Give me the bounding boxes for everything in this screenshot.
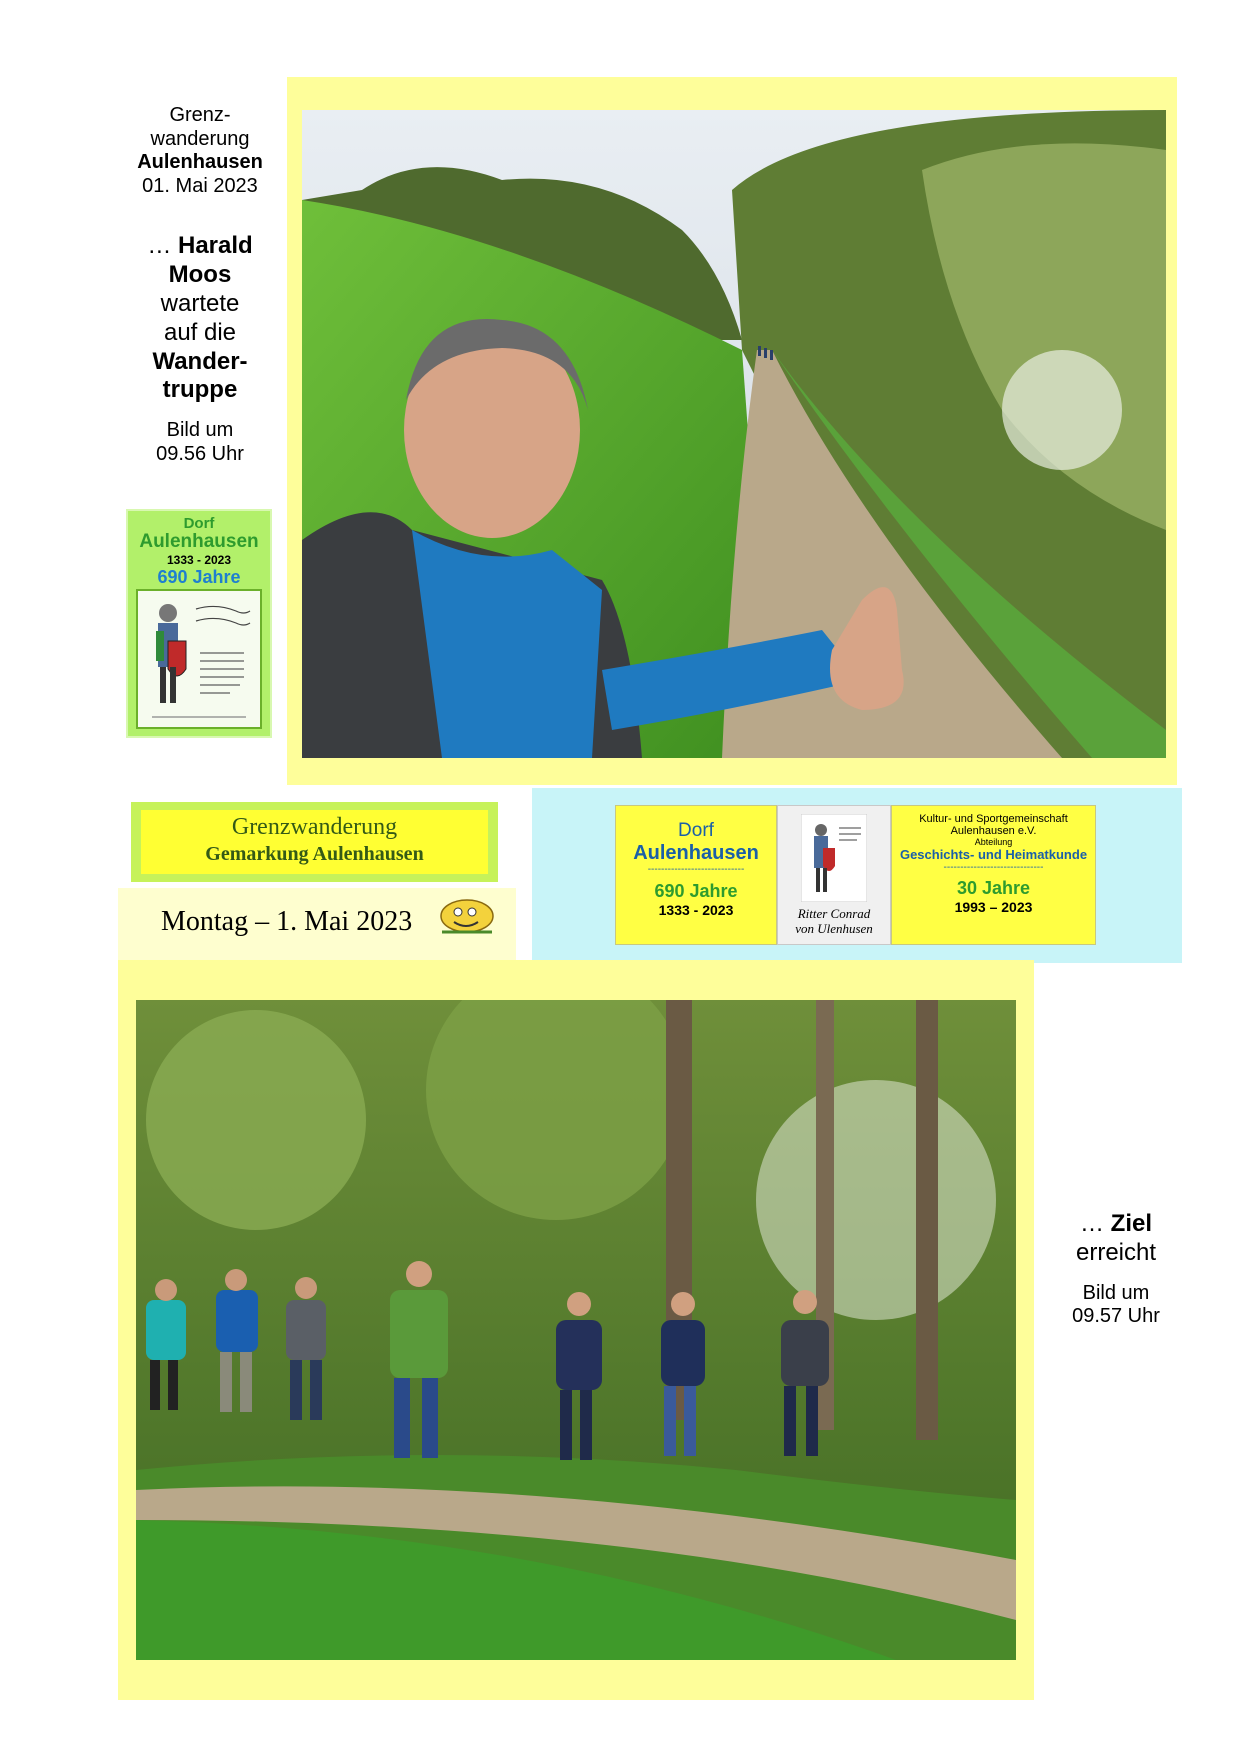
caption-bottom (1046, 1210, 1186, 1329)
logo3-line4: Geschichts- und Heimatkunde (899, 847, 1088, 862)
caption-name-line (118, 232, 282, 261)
caption-ellipsis: … (1079, 1210, 1111, 1237)
hikers-photo-illustration (136, 1000, 1016, 1660)
caption-line: wartete (160, 289, 240, 317)
caption-time-label: Bild um (1082, 1281, 1150, 1304)
badge-name: Aulenhausen (139, 531, 259, 552)
knight-icon (138, 591, 260, 727)
caption-goal: Ziel (1110, 1210, 1152, 1237)
caption-line: Aulenhausen (137, 151, 263, 174)
caption-line: truppe (162, 376, 238, 404)
logo-ritter-conrad (777, 805, 891, 945)
banner-subtitle: Gemarkung Aulenhausen (205, 843, 424, 865)
logo2-line1: Ritter Conrad (797, 906, 871, 921)
logo3-line3: Abteilung (974, 837, 1013, 847)
hiking-boot-icon (436, 892, 498, 936)
logo-dorf-aulenhausen (615, 805, 777, 945)
selfie-photo-illustration (302, 110, 1166, 758)
caption-time: 09.57 Uhr (1072, 1305, 1160, 1328)
caption-time-label: Bild um (166, 419, 234, 442)
caption-line: auf die (163, 318, 237, 346)
caption-goal-line (1046, 1210, 1186, 1239)
logo1-years: 1333 - 2023 (658, 902, 734, 918)
anniversary-badge (126, 509, 272, 738)
banner-title: Grenzwanderung (231, 814, 398, 840)
bottom-photo-hikers (136, 1000, 1016, 1660)
caption-line: Grenz- (169, 104, 231, 126)
title-banner (131, 802, 498, 882)
logo3-line2: Aulenhausen e.V. (950, 825, 1037, 837)
badge-knight-illustration (136, 589, 262, 729)
logo3-dashes: ------------------------------ (943, 862, 1044, 873)
caption-name-last: Moos (168, 261, 232, 289)
banner-date: Montag – 1. Mai 2023 (161, 906, 413, 937)
badge-years: 1333 - 2023 (166, 553, 232, 567)
badge-jahre: 690 Jahre (157, 567, 241, 587)
caption-line: erreicht (1075, 1238, 1157, 1266)
knight-icon (801, 814, 867, 902)
caption-line: 01. Mai 2023 (142, 174, 258, 197)
caption-name-first: Harald (177, 232, 253, 260)
logo3-line1: Kultur- und Sportgemeinschaft (919, 813, 1068, 825)
caption-top (118, 104, 282, 466)
caption-time: 09.56 Uhr (156, 442, 244, 465)
badge-dorf: Dorf (183, 515, 215, 532)
logo1-dashes: ----------------------------- (647, 865, 745, 875)
caption-line: wanderung (150, 127, 250, 150)
date-band (118, 888, 516, 960)
logo1-jahre: 690 Jahre (654, 881, 738, 901)
logos-band (532, 788, 1182, 963)
caption-line: Wander- (152, 347, 248, 375)
logo3-years: 1993 – 2023 (954, 899, 1033, 915)
logo1-name: Aulenhausen (633, 842, 759, 864)
caption-ellipsis: … (147, 232, 178, 260)
logo1-dorf: Dorf (678, 820, 714, 841)
title-banner-inner (141, 810, 488, 874)
logo3-jahre: 30 Jahre (956, 878, 1031, 898)
logo2-line2: von Ulenhusen (795, 920, 873, 936)
top-photo-selfie (302, 110, 1166, 758)
logo-ksg-aulenhausen (891, 805, 1096, 945)
